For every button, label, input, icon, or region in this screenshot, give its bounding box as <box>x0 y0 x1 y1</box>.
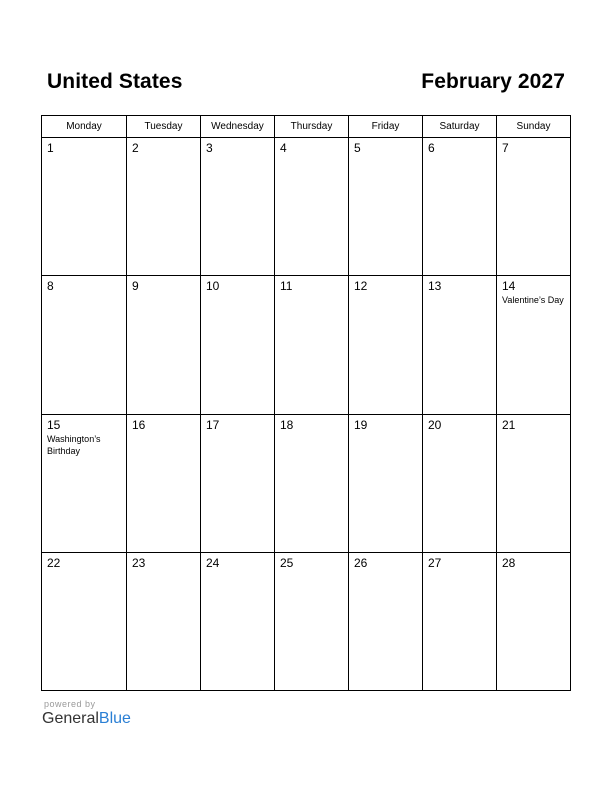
day-number: 18 <box>280 417 294 432</box>
holiday-label: Valentine’s Day <box>502 295 564 306</box>
day-number: 14 <box>502 279 516 294</box>
weekday-tuesday: Tuesday <box>127 116 201 138</box>
holiday-label: Washington’s Birthday <box>47 433 101 456</box>
day-cell <box>349 276 423 414</box>
day-number: 10 <box>206 279 220 294</box>
day-number: 27 <box>428 555 442 570</box>
day-number: 13 <box>428 279 442 294</box>
day-cell <box>275 552 349 690</box>
day-cell <box>497 276 571 414</box>
day-number: 12 <box>354 279 368 294</box>
day-cell <box>42 276 127 414</box>
day-number: 26 <box>354 555 368 570</box>
day-cell <box>201 414 275 552</box>
day-cell <box>497 138 571 276</box>
day-number: 25 <box>280 555 294 570</box>
day-cell <box>497 414 571 552</box>
day-number: 9 <box>132 279 139 294</box>
day-number: 6 <box>428 141 435 155</box>
day-number: 3 <box>206 141 213 155</box>
day-number: 21 <box>502 417 516 432</box>
week-row <box>42 276 571 414</box>
week-row <box>42 414 571 552</box>
day-cell <box>127 552 201 690</box>
country-title: United States <box>47 70 183 93</box>
day-cell <box>127 138 201 276</box>
month-title: February 2027 <box>421 70 565 93</box>
weekday-sunday: Sunday <box>497 116 571 138</box>
day-number: 22 <box>47 555 61 570</box>
day-cell <box>349 414 423 552</box>
day-number: 23 <box>132 555 146 570</box>
day-cell <box>349 138 423 276</box>
day-number: 2 <box>132 141 139 155</box>
week-row <box>42 138 571 276</box>
day-cell <box>349 552 423 690</box>
day-cell <box>42 414 127 552</box>
month-calendar-grid <box>41 115 571 691</box>
weekday-thursday: Thursday <box>275 116 349 138</box>
day-number: 11 <box>280 279 293 294</box>
day-cell <box>423 552 497 690</box>
weekday-monday: Monday <box>42 116 127 138</box>
day-number: 24 <box>206 555 220 570</box>
day-number: 4 <box>280 141 287 155</box>
day-cell <box>127 276 201 414</box>
day-cell <box>42 138 127 276</box>
day-cell <box>497 552 571 690</box>
day-number: 17 <box>206 417 220 432</box>
day-number: 7 <box>502 141 509 155</box>
day-cell <box>423 138 497 276</box>
day-cell <box>275 414 349 552</box>
day-cell <box>201 552 275 690</box>
day-cell <box>275 138 349 276</box>
day-number: 16 <box>132 417 146 432</box>
day-number: 19 <box>354 417 368 432</box>
day-number: 5 <box>354 141 361 155</box>
day-number: 28 <box>502 555 516 570</box>
day-cell <box>423 414 497 552</box>
day-number: 20 <box>428 417 442 432</box>
day-cell <box>201 138 275 276</box>
day-cell <box>127 414 201 552</box>
powered-by-text: powered by <box>44 699 96 709</box>
day-cell <box>423 276 497 414</box>
day-number: 1 <box>47 141 54 155</box>
footer-branding <box>42 699 131 728</box>
day-cell <box>42 552 127 690</box>
weekday-saturday: Saturday <box>423 116 497 138</box>
weekday-wednesday: Wednesday <box>201 116 275 138</box>
brand-general: General <box>42 710 99 727</box>
generalblue-logo[interactable] <box>42 710 131 728</box>
week-row <box>42 552 571 690</box>
weekday-friday: Friday <box>349 116 423 138</box>
brand-blue: Blue <box>98 710 131 727</box>
day-number: 8 <box>47 279 54 294</box>
day-cell <box>201 276 275 414</box>
day-number: 15 <box>47 417 61 432</box>
calendar-header <box>47 70 565 100</box>
weekday-header-row <box>42 116 571 138</box>
day-cell <box>275 276 349 414</box>
